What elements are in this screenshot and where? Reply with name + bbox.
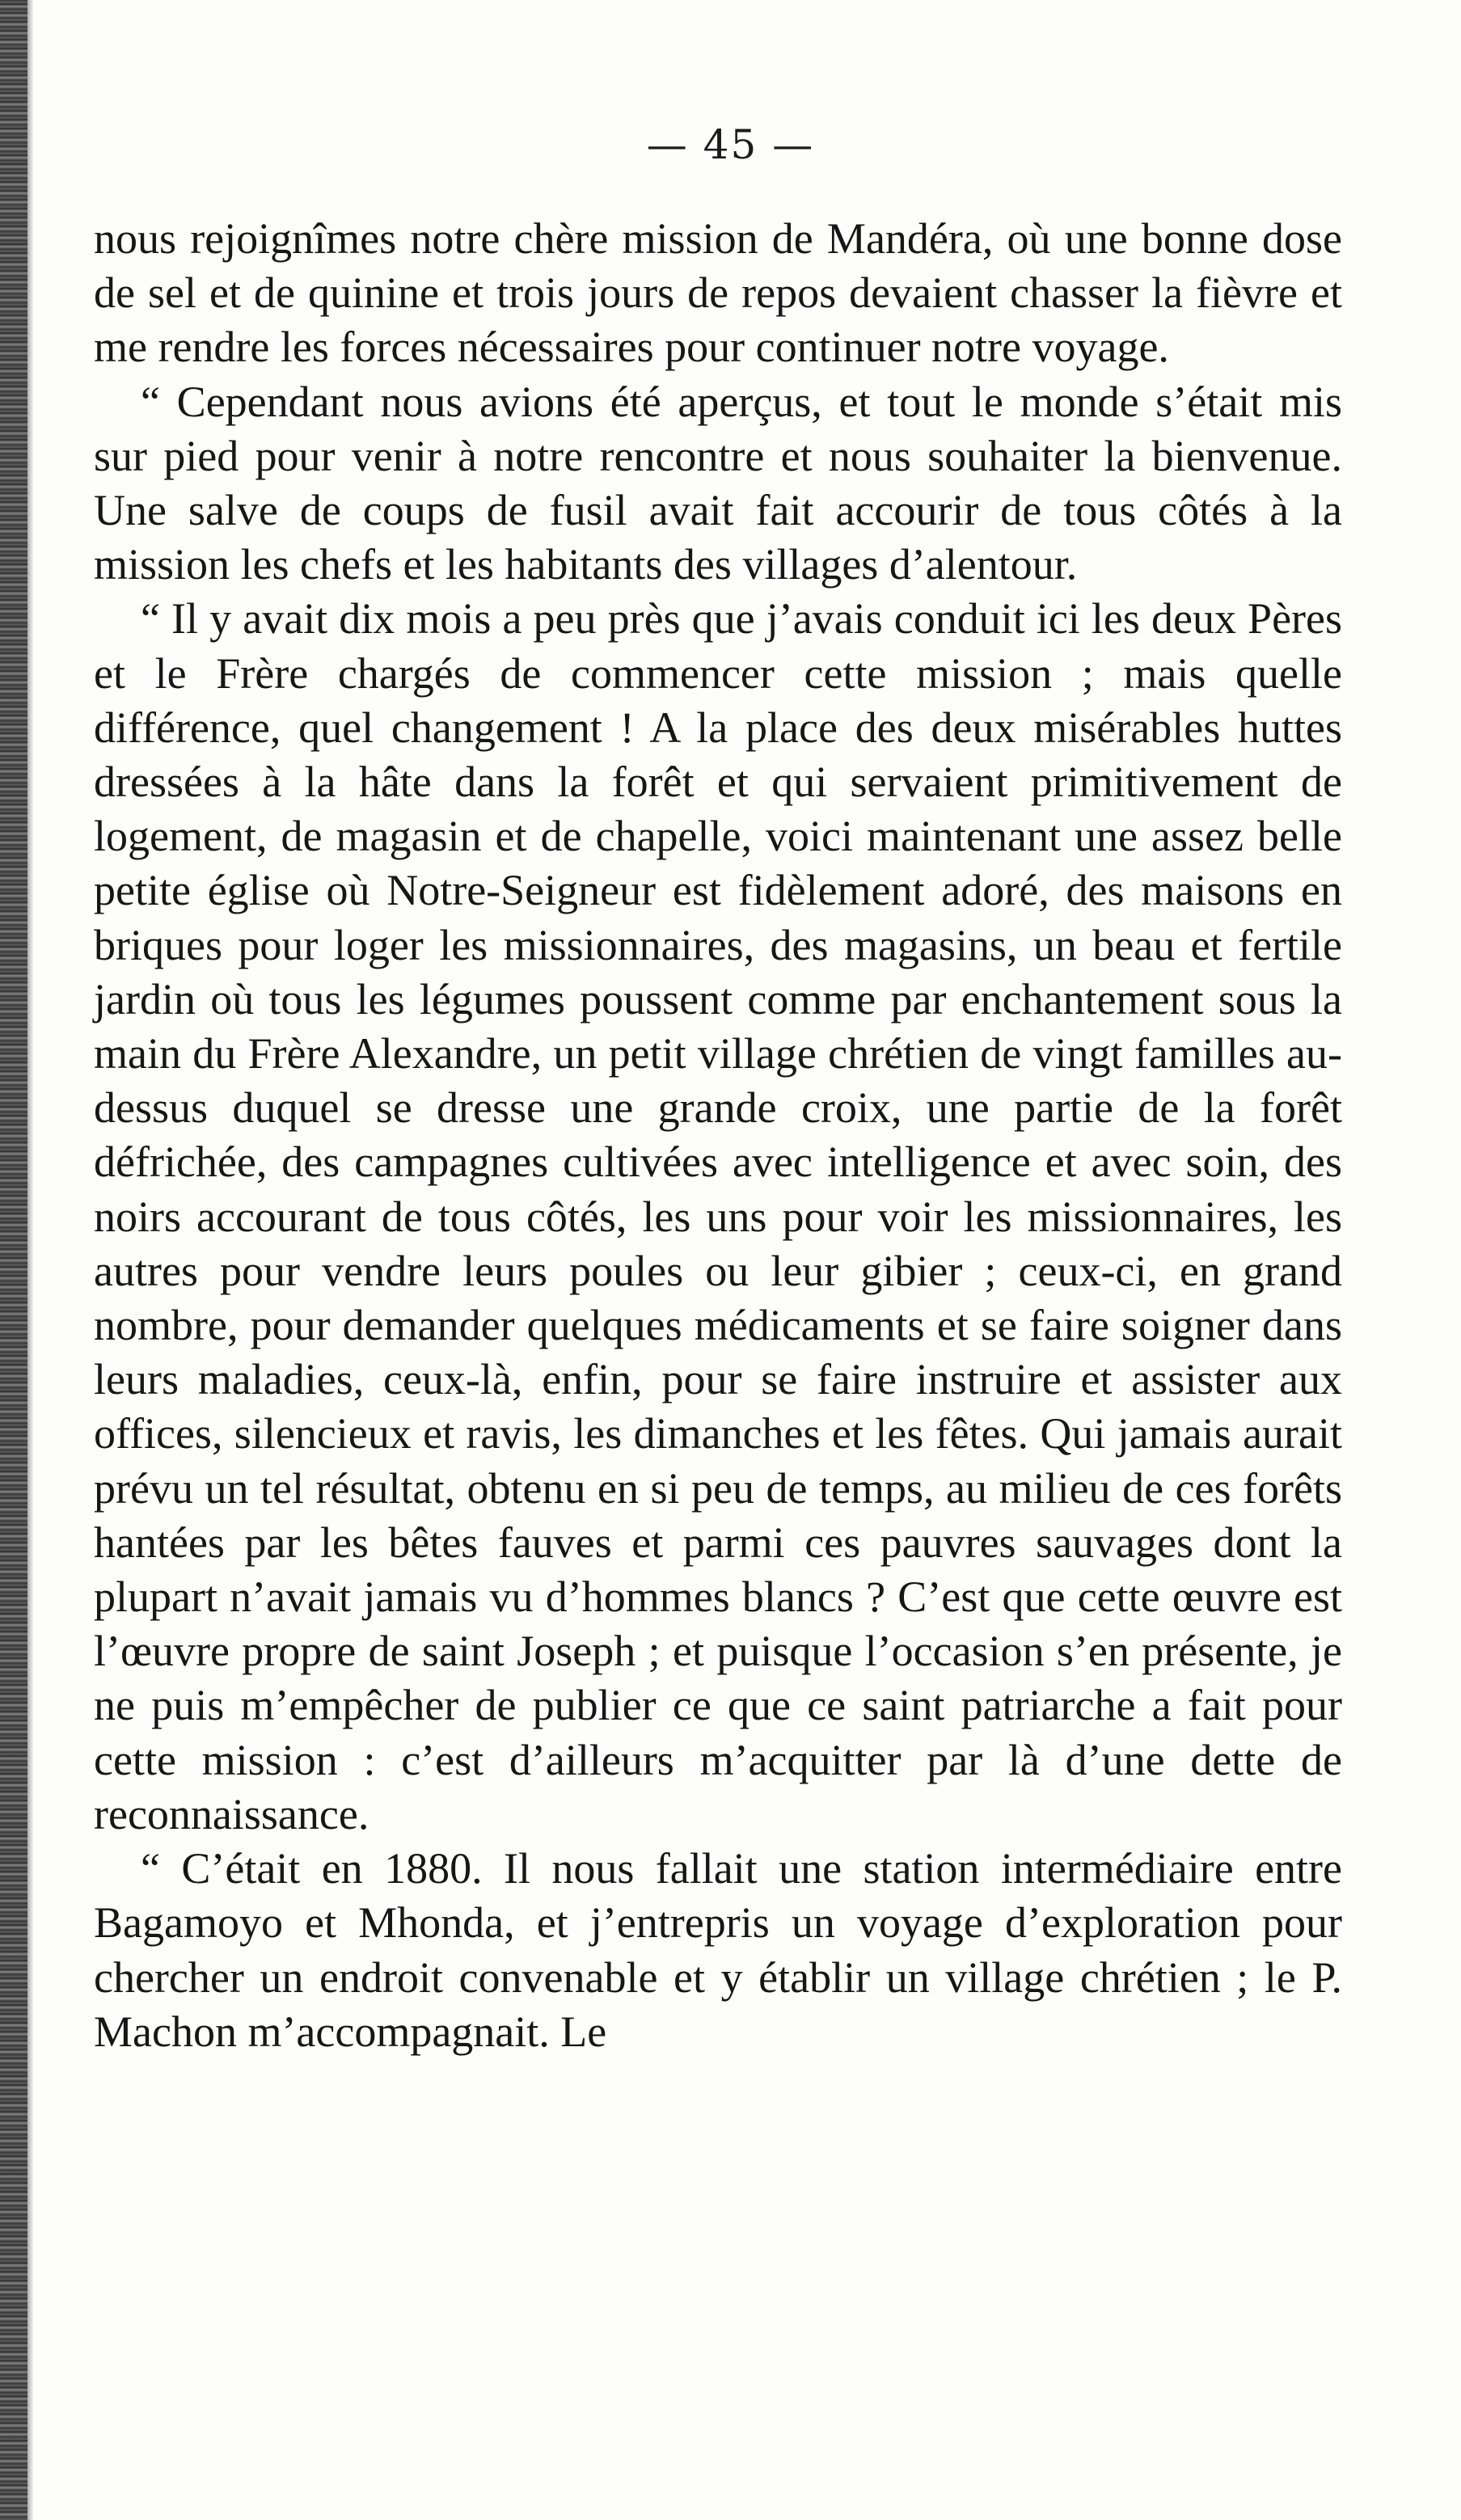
page-number: — 45 — — [646, 121, 815, 168]
page-body — [94, 212, 1342, 2059]
binding-edge — [0, 0, 27, 2520]
paragraph-mission-description: “ Il y avait dix mois a peu près que j’avais conduit ici les deux Pères et le Frère chargés de commencer cette mission ; mais quelle différence, quel changement ! A la place des deux misérables huttes dressées à la hâte dans la forêt et qui servaient primitivement de logement, de magasin et de chapelle, voici maintenant une assez belle petite église où Notre-Seigneur est fidèlement adoré, des maisons en briques pour loger les missionnaires, des magasins, un beau et fertile jardin où tous les légumes poussent comme par enchantement sous la main du Frère Alexandre, un petit village chrétien de vingt familles au-dessus duquel se dresse une grande croix, une partie de la forêt défrichée, des campagnes cultivées avec intelligence et avec soin, des noirs accourant de tous côtés, les uns pour voir les missionnaires, les autres pour vendre leurs poules ou leur gibier ; ceux-ci, en grand nombre, pour demander quelques médicaments et se faire soigner dans leurs maladies, ceux-là, enfin, pour se faire instruire et assister aux offices, silencieux et ravis, les dimanches et les fêtes. Qui jamais aurait prévu un tel résultat, obtenu en si peu de temps, au milieu de ces forêts hantées par les bêtes fauves et parmi ces pauvres sauvages dont la plupart n’avait jamais vu d’hommes blancs ? C’est que cette œuvre est l’œuvre propre de saint Joseph ; et puisque l’occasion s’en présente, je ne puis m’empêcher de publier ce que ce saint patriarche a fait pour cette mission : c’est d’ailleurs m’acquitter par là d’une dette de reconnaissance. — [94, 594, 1342, 1838]
paragraph-arrival: “ Cependant nous avions été aperçus, et tout le monde s’était mis sur pied pour venir à notre rencontre et nous souhaiter la bienvenue. Une salve de coups de fusil avait fait accourir de tous côtés à la mission les chefs et les habitants des villages d’alentour. — [94, 377, 1342, 589]
paragraph-exploration: “ C’était en 1880. Il nous fallait une station intermédiaire entre Bagamoyo et Mhonda, et j’entrepris un voyage d’exploration pour chercher un endroit convenable et y établir un village chrétien ; le P. Machon m’accompagnait. Le — [94, 1844, 1342, 2056]
paragraph-continuation: nous rejoignîmes notre chère mission de Mandéra, où une bonne dose de sel et de quinine et trois jours de repos devaient chasser la fièvre et me rendre les forces nécessaires pour continuer notre voyage. — [94, 214, 1342, 372]
